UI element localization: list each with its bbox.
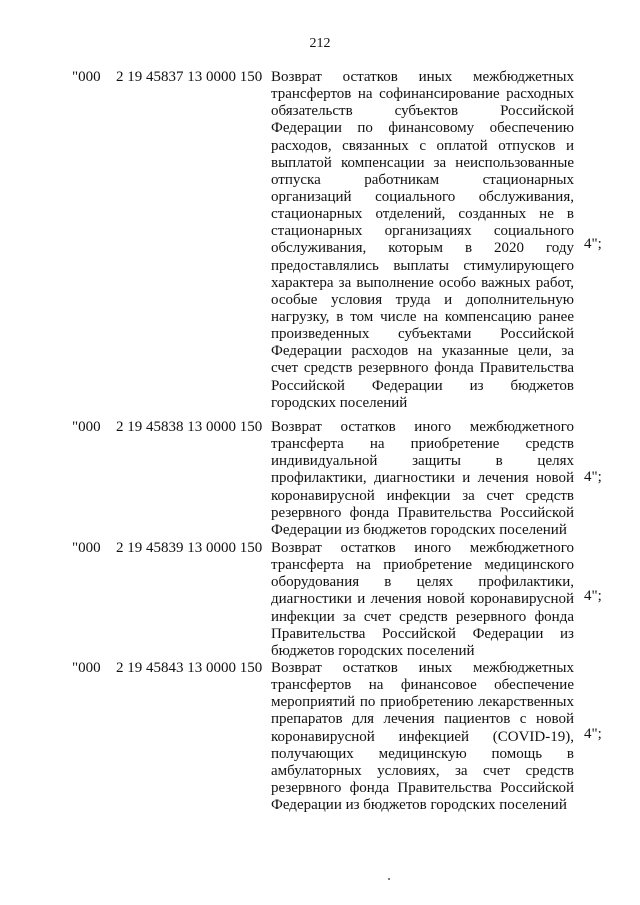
description-line: инфекции за счет средств резервного фонда xyxy=(271,608,574,625)
description-line: характера за выполнение особо важных работ, xyxy=(271,274,574,291)
entry-suffix: 4"; xyxy=(584,588,602,604)
description-line: счет средств резервного фонда Правительства xyxy=(271,360,574,377)
description-line: предоставлялись выплаты стимулирующего xyxy=(271,257,574,274)
description-line: коронавирусной инфекции за счет средств xyxy=(271,487,574,504)
entry-prefix: "000 xyxy=(72,419,101,435)
entry-suffix: 4"; xyxy=(584,236,602,252)
entry-prefix: "000 xyxy=(72,660,101,676)
description-line: профилактики, диагностики и лечения новой xyxy=(271,470,574,487)
description-line: резервного фонда Правительства Российской xyxy=(271,504,574,521)
description-line: трансфертов на финансовое обеспечение xyxy=(271,677,574,694)
budget-classification-code: 2 19 45843 13 0000 150 xyxy=(116,660,263,676)
entry-description xyxy=(271,69,574,412)
description-line: трансферта на приобретение медицинского xyxy=(271,557,574,574)
scan-speck xyxy=(388,878,390,880)
description-line: трансферта на приобретение средств xyxy=(271,436,574,453)
description-line: оборудования в целях профилактики, xyxy=(271,574,574,591)
description-line: обязательств субъектов Российской xyxy=(271,103,574,120)
entry-description xyxy=(271,540,574,660)
entry-prefix: "000 xyxy=(72,69,101,85)
description-line: городских поселений xyxy=(271,394,408,411)
description-line: произведенных субъектами Российской xyxy=(271,326,574,343)
description-line: организаций социального обслуживания, xyxy=(271,188,574,205)
description-line: стационарных организациях социального xyxy=(271,223,574,240)
description-line: мероприятий по приобретению лекарственных xyxy=(271,694,574,711)
description-line: Возврат остатков иных межбюджетных xyxy=(271,660,574,676)
description-line: получающих медицинскую помощь в xyxy=(271,745,574,762)
description-line: Возврат остатков иного межбюджетного xyxy=(271,540,574,556)
description-line: выплатой компенсации за неиспользованные xyxy=(271,154,574,171)
description-line: нагрузку, в том числе на компенсацию ранее xyxy=(271,308,574,325)
description-line: расходов, связанных с оплатой отпусков и xyxy=(271,137,574,154)
description-line: коронавирусной инфекцией (COVID-19), xyxy=(271,728,574,745)
description-line: Федерации из бюджетов городских поселений xyxy=(271,797,567,814)
page-number: 212 xyxy=(309,36,331,51)
description-line: Возврат остатков иных межбюджетных xyxy=(271,69,574,85)
entry-suffix: 4"; xyxy=(584,469,602,485)
entry-suffix: 4"; xyxy=(584,726,602,742)
entry-prefix: "000 xyxy=(72,540,101,556)
description-line: обслуживания, которым в 2020 году xyxy=(271,240,574,257)
description-line: стационарных отделений, созданных не в xyxy=(271,206,574,223)
budget-classification-code: 2 19 45837 13 0000 150 xyxy=(116,69,263,85)
description-line: Российской Федерации из бюджетов xyxy=(271,377,574,394)
description-line: бюджетов городских поселений xyxy=(271,642,475,659)
description-line: Правительства Российской Федерации из xyxy=(271,625,574,642)
description-line: отпуска работникам стационарных xyxy=(271,171,574,188)
description-line: Возврат остатков иного межбюджетного xyxy=(271,419,574,435)
description-line: Федерации из бюджетов городских поселений xyxy=(271,521,567,538)
description-line: диагностики и лечения новой коронавирусной xyxy=(271,591,574,608)
description-line: Федерации расходов на указанные цели, за xyxy=(271,343,574,360)
budget-classification-code: 2 19 45838 13 0000 150 xyxy=(116,419,263,435)
description-line: препаратов для лечения пациентов с новой xyxy=(271,711,574,728)
description-line: Федерации по финансовому обеспечению xyxy=(271,120,574,137)
description-line: амбулаторных условиях, за счет средств xyxy=(271,762,574,779)
budget-classification-code: 2 19 45839 13 0000 150 xyxy=(116,540,263,556)
description-line: особые условия труда и дополнительную xyxy=(271,291,574,308)
entry-description xyxy=(271,419,574,539)
entry-description xyxy=(271,660,574,814)
description-line: трансфертов на софинансирование расходных xyxy=(271,86,574,103)
description-line: резервного фонда Правительства Российской xyxy=(271,779,574,796)
description-line: индивидуальной защиты в целях xyxy=(271,453,574,470)
